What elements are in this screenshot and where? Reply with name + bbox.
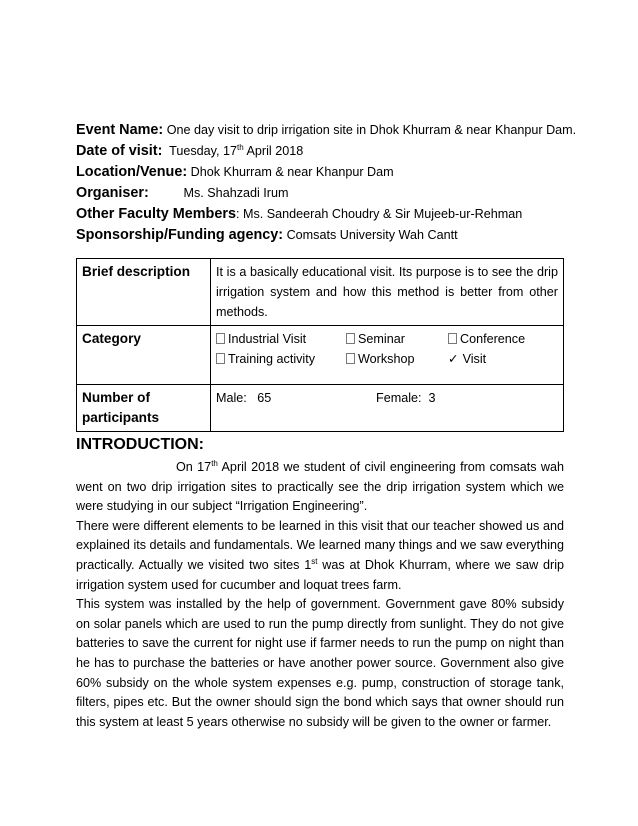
participants-value [211,385,564,432]
checkmark-icon: ✓ [448,352,459,366]
sponsor-label: Sponsorship/Funding agency: [76,227,284,243]
checkbox-empty-icon [448,333,457,344]
checkbox-empty-icon [346,353,355,364]
date-row [76,141,576,162]
event-name-label: Event Name: [76,122,164,138]
faculty-row [76,204,576,225]
event-details [76,120,576,246]
checkbox-empty-icon [346,333,355,344]
sponsor-value: Comsats University Wah Cantt [286,228,458,242]
table-row [77,259,564,326]
intro-paragraph-1 [76,458,564,517]
info-table [76,258,564,432]
checkbox-empty-icon [216,353,225,364]
category-options [211,326,564,385]
organiser-row [76,183,576,204]
category-training-activity-label: Training activity [228,352,316,366]
intro-p2-sup: st [311,556,318,566]
intro-paragraph-3: This system was installed by the help of government. Government gave 80% subsidy on solar panels which are used to run the pump directly from sunlight. They do not give batteries to save the current for night use if farmer needs to run the pump on night than he has to purchase the batteries or have another power source. Government also give 60% subsidy on the whole system expenses e.g. pump, construction of storage tank, filters, pipes etc. But the owner should sign the bond which says that owner should run this system at least 5 years otherwise no subsidy will be given to the owner or farmer. [76,597,564,729]
event-name-value: One day visit to drip irrigation site in Dhok Khurram & near Khanpur Dam. [166,123,577,137]
faculty-label: Other Faculty Members [76,206,236,222]
category-workshop-label: Workshop [358,352,415,366]
sponsor-row [76,225,576,246]
introduction-heading: INTRODUCTION: [76,436,204,453]
male-count: Male: 65 [216,391,272,405]
organiser-label: Organiser: [76,185,149,201]
category-conference-label: Conference [460,332,526,346]
category-industrial-visit-label: Industrial Visit [228,332,307,346]
checkbox-empty-icon [216,333,225,344]
brief-label: Brief description [77,259,211,326]
brief-value: It is a basically educational visit. Its purpose is to see the drip irrigation system and how this method is better from other methods. [211,259,564,326]
intro-p2-post: was at Dhok Khurram, where we saw drip irrigation system used for cucumber and loquat trees farm. [76,557,564,592]
category-visit [448,349,558,369]
category-label: Category [77,326,211,385]
date-value-pre: Tuesday, 17 [169,144,238,158]
intro-paragraph-2 [76,517,564,595]
female-count: Female: 3 [376,391,436,405]
event-name-row [76,120,576,141]
intro-p1-sup: th [211,459,218,468]
venue-row [76,162,576,183]
introduction-body [76,458,564,732]
venue-value: Dhok Khurram & near Khanpur Dam [190,165,394,179]
intro-p1-pre: On 17 [176,460,212,474]
category-conference [448,329,558,349]
venue-label: Location/Venue: [76,164,188,180]
category-seminar [346,329,448,349]
category-training-activity [216,349,346,369]
table-row [77,326,564,385]
category-industrial-visit [216,329,346,349]
date-value-post: April 2018 [243,144,304,158]
category-seminar-label: Seminar [358,332,405,346]
table-row [77,385,564,432]
organiser-value: Ms. Shahzadi Irum [183,186,289,200]
date-label: Date of visit: [76,143,163,159]
faculty-value: : Ms. Sandeerah Choudry & Sir Mujeeb-ur-Rehman [235,207,523,221]
participants-label: Number of participants [77,385,211,432]
category-workshop [346,349,448,369]
intro-p2-pre: There were different elements to be learned in this visit that our teacher showed us and explained its details and fundamentals. We learned many things and we saw everything practically. Actually we visited two sites 1 [76,518,564,572]
intro-p1-post: April 2018 we student of civil engineering from comsats wah went on two drip irrigation sites to practically see the drip irrigation system which we were studying in our subject “Irrigation Engineering”. [76,460,565,514]
category-visit-label: Visit [462,352,487,366]
date-value-sup: th [237,143,244,152]
